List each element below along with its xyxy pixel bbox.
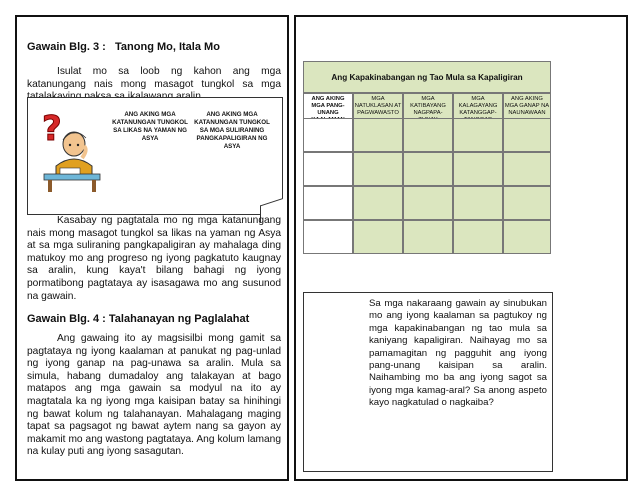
table-cell [503,186,551,220]
table-cell [403,152,453,186]
activity4-heading: Gawain Blg. 4 : Talahanayan ng Paglalahat [27,313,250,325]
table-cell [403,220,453,254]
table-cell [503,152,551,186]
table-cell [353,118,403,152]
table-cell [503,118,551,152]
table-cell [403,118,453,152]
header-acceptable-conditions: MGA KALAGAYANG KATANGGAP- [453,93,503,134]
table-cell [503,220,551,254]
table-cell [353,186,403,220]
question-column-natural-resources: ANG AKING MGA KATANUNGAN TUNGKOL SA LIKAS NA YAMAN NG ASYA [112,111,188,142]
question-column-environmental-problems: ANG AKING MGA KATANUNGAN TUNGKOL SA MGA SULIRANING PANGKAPALIGIRAN NG ASYA [194,111,270,150]
table-cell [453,220,503,254]
table-cell [353,220,403,254]
reflection-text: Sa mga nakaraang gawain ay sinubukan mo ang iyong kaalaman sa pagtukoy ng mga kapakinabangan ng tao mula sa kaniyang kapaligiran. Naihayag mo sa pamamagitan ng pagguhit ang iyong pang-unang kaisipan sa aralin. Naihambing mo ba ang iyong sagot sa iyong mga kamag-aral? Sa anong aspeto kayo nagkatulad o nagkaiba? [369,298,547,409]
table-cell-input[interactable] [303,220,353,254]
question-callout-box [27,97,283,215]
thinking-student-icon [34,102,104,194]
table-cell [403,186,453,220]
svg-text:?: ? [42,109,62,149]
activity3-heading: Gawain Blg. 3 : Tanong Mo, Itala Mo [27,41,220,53]
activity3-instructions: Isulat mo sa loob ng kahon ang mga katanungang nais mong masagot tungkol sa mga [27,66,281,90]
table-cell-input[interactable] [303,186,353,220]
table-cell [453,186,503,220]
header-discoveries: MGA NATUKLASAN AT PAGWAWASTO [353,93,403,134]
activity3-followup: Kasabay ng pagtatala mo ng mga katanungang nais mong masagot tungkol sa likas na yaman ng Asya at sa mga suliraning pangkapaligiran ay mahalaga ding matukoy mo ang progreso ng iyong pagkatuto kaugnay sa aralin, kung kaya't bilang bahagi ng iyong pormatibong pagtataya ay isasagawa mo ang susunod na gawain. [27,215,281,302]
table-cell [453,152,503,186]
table-cell-input[interactable] [303,118,353,152]
reflection-box [303,292,553,472]
left-panel [15,15,289,481]
right-panel [294,15,628,481]
table-cell [453,118,503,152]
activity4-instructions: Ang gawaing ito ay magsisilbi mong gamit sa pagtataya ng iyong kaalaman at panukat ng pag-unlad ng iyong ganap na pag-unawa sa aralin. Mula sa simula, habang dumadaloy ang talakayan at bago matapos ang mga gawain sa modyul na ito ay magtatala ka ng iyong mga kaisipan batay sa hinihingi ng bawat kolum ng talahanayan. Mahalagang maging tapat sa pagsagot ng bawat aytem nang sa gayon ay makamit mo ang wastong pagtataya. Ang kolum lamang na kulay puti ang iyong sasagutan. [27,333,281,458]
header-understanding: ANG AKING MGA GANAP NA NAUNAWAAN [503,93,551,134]
header-evidence: MGA KATIBAYANG NAGPAPA- [403,93,453,134]
table-title: Ang Kapakinabangan ng Tao Mula sa Kapaligiran [303,61,551,93]
table-cell [353,152,403,186]
table-cell-input[interactable] [303,152,353,186]
header-prior-knowledge: ANG AKING MGA PANG-UNANG [303,93,353,134]
